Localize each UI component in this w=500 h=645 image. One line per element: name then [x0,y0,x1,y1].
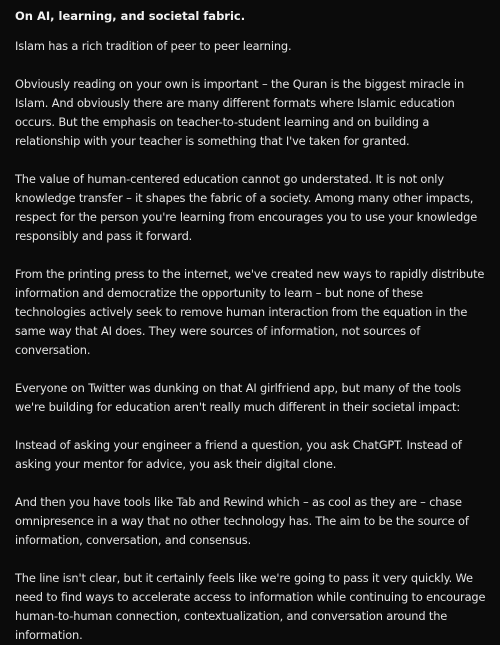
post-paragraph: The value of human-centered education cannot go understated. It is not only knowledge transfer – it shapes the fabric of a society. Among many other impacts, respect for the person you're learning from encourages you to use your knowledge responsibly and pass it forward. [15,172,478,243]
post-paragraph: Instead of asking your engineer a friend a question, you ask ChatGPT. Instead of asking your mentor for advice, you ask their digital clone. [15,438,462,471]
post-paragraph: Islam has a rich tradition of peer to peer learning. [15,39,292,53]
post-paragraph: Obviously reading on your own is important – the Quran is the biggest miracle in Islam. And obviously there are many different formats where Islamic education occurs. But the emphasis on teacher-to-student learning and on building a relationship with your teacher is something that I've taken for granted. [15,77,465,148]
post-paragraph: And then you have tools like Tab and Rewind which – as cool as they are – chase omnipresence in a way that no other technology has. The aim to be the source of information, conversation, and consensus. [15,495,469,547]
post-title: On AI, learning, and societal fabric. [15,9,246,23]
post-paragraph: Everyone on Twitter was dunking on that AI girlfriend app, but many of the tools we're building for education aren't really much different in their societal impact: [15,381,461,414]
post-paragraph: From the printing press to the internet, we've created new ways to rapidly distribute information and democratize the opportunity to learn – but none of these technologies actively seek to remove human interaction from the equation in the same way that AI does. They were sources of information, not sources of conversation. [15,267,485,357]
post-paragraph: The line isn't clear, but it certainly feels like we're going to pass it very quickly. We need to find ways to accelerate access to information while continuing to encourage human-to-human connection, contextualization, and conversation around the information. [15,571,486,642]
